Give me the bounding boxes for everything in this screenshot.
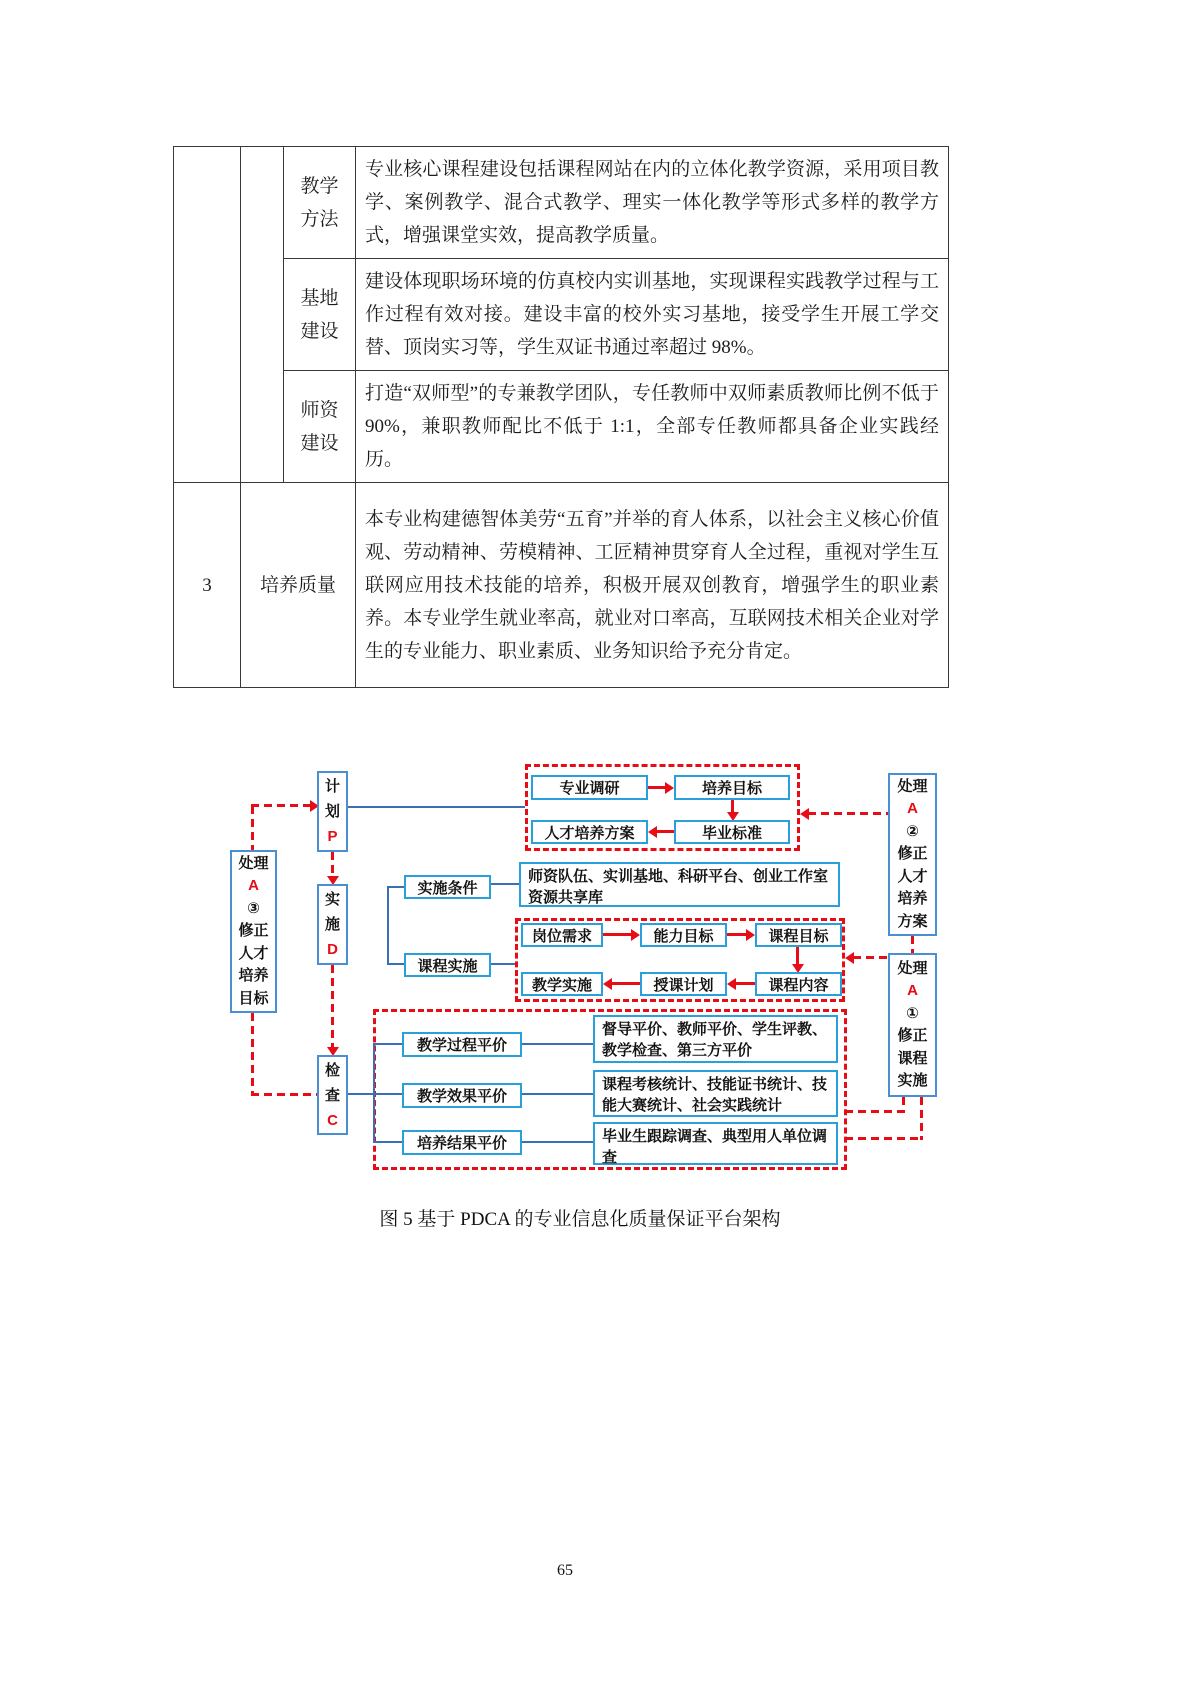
box-check-line: 检: [324, 1061, 340, 1079]
box-a1-line: 修正: [897, 1027, 928, 1044]
table-cell-category-quality: 培养质量: [241, 483, 356, 688]
dash-a3-up: [251, 806, 254, 850]
sublabel-line: 基地: [300, 287, 339, 309]
table-row: [174, 371, 949, 483]
box-teaching-effect-eval: 教学效果平价: [402, 1083, 522, 1108]
box-training-goal: 培养目标: [674, 775, 790, 800]
table-cell-sublabel-teaching-methods: [284, 147, 356, 259]
table-row: [174, 147, 949, 259]
box-teaching-implementation: 教学实施: [521, 972, 603, 996]
box-do-letter-d: D: [327, 941, 338, 958]
arrow-standard-to-scheme: [656, 830, 674, 833]
box-a2-line: 方案: [897, 912, 928, 930]
table-cell-content-quality: 本专业构建德智体美劳“五育”并举的育人体系，以社会主义核心价值观、劳动精神、劳模精神、工匠精神贯穿育人全过程，重视对学生互联网应用技术技能的培养，积极开展双创教育，增强学生的职业素养。本专业学生就业率高，就业对口率高，互联网技术相关企业对学生的专业能力、职业素质、业务知识给予充分肯定。: [356, 483, 949, 688]
box-a1-letter-a: A: [907, 982, 918, 999]
line-stub-result-eval: [373, 1141, 402, 1143]
arrow-coursegoal-to-content: [796, 947, 799, 965]
box-plan-letter-p: P: [327, 828, 338, 845]
dash-a1-to-course-group: [853, 956, 888, 959]
table-cell-content-faculty-construction: 打造“双师型”的专兼教学团队，专任教师中双师素质教师比例不低于 90%，兼职教师配比不低于 1:1，全部专任教师都具备企业实践经历。: [356, 371, 949, 483]
figure-caption: 图 5 基于 PDCA 的专业信息化质量保证平台架构: [379, 1209, 781, 1230]
line-bracket-implementation: [387, 886, 389, 965]
arrow-lessonplan-to-teachimpl: [611, 982, 640, 985]
sublabel-line: 建设: [300, 432, 339, 454]
dash-a1-to-check-group-1: [845, 1110, 905, 1113]
table-cell-number-3: 3: [174, 483, 241, 688]
sublabel-line: 教学: [300, 175, 339, 197]
page-number: 65: [557, 1562, 573, 1579]
box-plan-line: 计: [324, 778, 340, 795]
arrow-content-to-lessonplan: [735, 982, 755, 985]
line-condition-to-resources: [491, 883, 519, 885]
line-stub-process-eval: [373, 1043, 402, 1045]
table-cell-sublabel-base-construction: [284, 259, 356, 371]
box-ability-goal: 能力目标: [640, 923, 727, 947]
box-do: [317, 884, 348, 965]
dash-do-to-check: [331, 965, 334, 1048]
box-act-2-revise-scheme: [888, 773, 937, 936]
box-course-content: 课程内容: [755, 972, 842, 996]
line-process-eval-to-desc: [522, 1043, 593, 1045]
sublabel-line: 建设: [300, 320, 339, 342]
box-act-1-revise-course: [888, 953, 937, 1097]
box-implementation-condition: 实施条件: [404, 875, 491, 899]
box-plan-line: 划: [324, 803, 340, 820]
box-process-eval-desc: 督导平价、教师平价、学生评教、教学检查、第三方平价: [593, 1015, 838, 1063]
table-cell-content-base-construction: 建设体现职场环境的仿真校内实训基地，实现课程实践教学过程与工作过程有效对接。建设丰富的校外实习基地，接受学生开展工学交替、顶岗实习等，学生双证书通过率超过 98%。: [356, 259, 949, 371]
box-course-goal: 课程目标: [755, 923, 842, 947]
sublabel-line: 师资: [300, 399, 339, 421]
box-plan: [317, 771, 348, 852]
box-a2-line: 修正: [897, 845, 928, 863]
box-check-letter-c: C: [327, 1111, 338, 1129]
box-a2-line: 培养: [897, 890, 928, 908]
box-post-demand: 岗位需求: [521, 923, 603, 947]
dash-a2-to-plan-group: [808, 812, 888, 815]
box-resources-desc: 师资队伍、实训基地、科研平台、创业工作室资源共享库: [519, 862, 840, 907]
box-talent-scheme: 人才培养方案: [531, 820, 648, 844]
box-act-3-revise-goal: [230, 850, 277, 1013]
quality-assurance-table: [173, 146, 949, 688]
box-a1-line: ①: [906, 1004, 919, 1022]
line-plan-to-plan-group: [348, 806, 525, 808]
dash-a2-to-a1: [911, 936, 914, 953]
line-result-eval-to-desc: [522, 1141, 593, 1143]
table-row: [174, 483, 949, 688]
table-cell-category-empty: [241, 147, 284, 483]
table-row: [174, 259, 949, 371]
arrow-survey-to-goal: [648, 786, 666, 789]
box-a3-line: 培养: [238, 967, 269, 985]
box-graduation-standard: 毕业标准: [674, 820, 790, 844]
line-stub-condition: [387, 886, 404, 888]
arrow-ability-to-coursegoal: [727, 933, 747, 936]
box-a2-line: 人才: [897, 867, 928, 885]
box-teaching-process-eval: 教学过程平价: [402, 1032, 522, 1057]
dash-a1-down-2: [920, 1097, 923, 1140]
box-check: [317, 1055, 348, 1135]
line-stub-effect-eval: [373, 1093, 402, 1095]
box-a2-letter-a: A: [907, 800, 918, 818]
box-a3-line: 目标: [238, 989, 269, 1007]
line-stub-course-impl: [387, 963, 404, 965]
box-a3-line: 人才: [238, 944, 269, 962]
table-cell-sublabel-faculty-construction: [284, 371, 356, 483]
dash-a1-to-check-group-2: [845, 1137, 923, 1140]
table-cell-content-teaching-methods: 专业核心课程建设包括课程网站在内的立体化教学资源，采用项目教学、案例教学、混合式教学、理实一体化教学等形式多样的教学方式，增强课堂实效，提高教学质量。: [356, 147, 949, 259]
box-a1-line: 处理: [897, 959, 928, 977]
box-do-line: 实: [324, 891, 340, 908]
box-training-result-eval: 培养结果平价: [402, 1130, 522, 1155]
box-lesson-plan: 授课计划: [640, 972, 727, 996]
line-check-to-bracket: [348, 1093, 373, 1095]
box-check-line: 查: [324, 1086, 340, 1104]
table-cell-number-empty: [174, 147, 241, 483]
box-course-implementation: 课程实施: [404, 953, 491, 977]
box-a3-line: ③: [247, 899, 260, 917]
box-a3-line: 处理: [238, 854, 269, 872]
box-effect-eval-desc: 课程考核统计、技能证书统计、技能大赛统计、社会实践统计: [593, 1070, 838, 1117]
box-a2-line: ②: [906, 822, 919, 840]
line-course-impl-to-group: [491, 963, 515, 965]
box-a2-line: 处理: [897, 777, 928, 795]
dash-a3-to-plan: [251, 804, 311, 807]
arrow-post-to-ability: [603, 933, 632, 936]
dash-a3-down: [251, 1013, 254, 1096]
box-a1-line: 实施: [897, 1072, 928, 1089]
dash-check-to-a3: [251, 1093, 317, 1096]
sublabel-line: 方法: [300, 208, 339, 230]
arrow-goal-to-standard: [731, 800, 734, 813]
box-a3-letter-a: A: [248, 877, 259, 895]
box-a1-line: 课程: [897, 1049, 928, 1067]
dash-plan-to-do: [331, 852, 334, 877]
box-do-line: 施: [324, 916, 340, 933]
line-effect-eval-to-desc: [522, 1093, 593, 1095]
box-result-eval-desc: 毕业生跟踪调查、典型用人单位调查: [593, 1122, 838, 1165]
box-professional-survey: 专业调研: [531, 775, 648, 800]
box-a3-line: 修正: [238, 922, 269, 940]
